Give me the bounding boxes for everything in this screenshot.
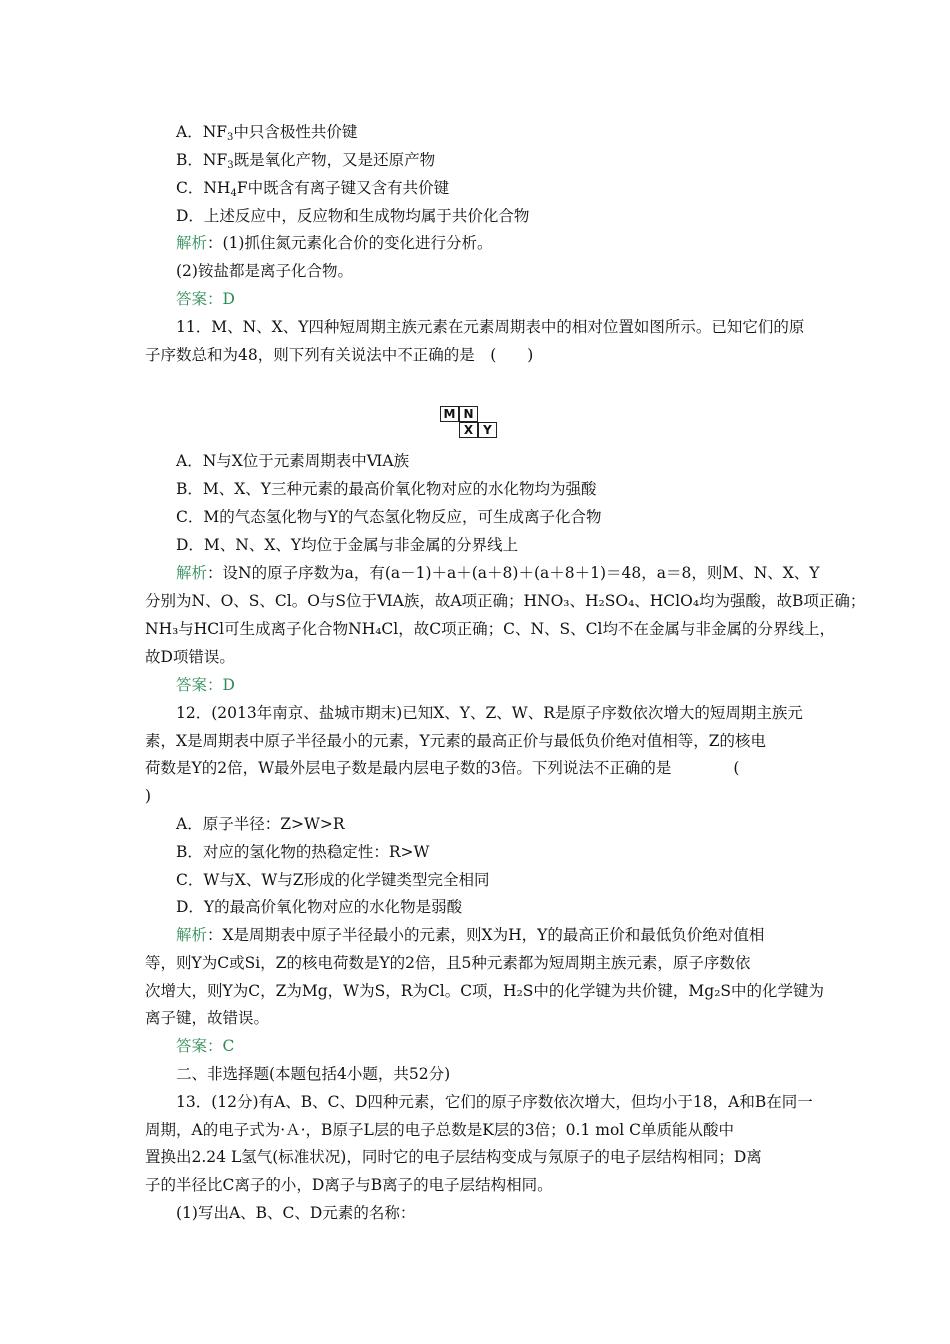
q11-answer: 答案：D	[176, 676, 235, 694]
q11-analysis-2: 分别为N、O、S、Cl。O与S位于ⅥA族，故A项正确；HNO₃、H₂SO₄、HClO₄均为强酸，故B项正确；	[145, 592, 866, 610]
section-heading: 二、非选择题(本题包括4小题，共52分)	[176, 1065, 451, 1083]
q13-sub-question-1: (1)写出A、B、C、D元素的名称：	[176, 1204, 416, 1222]
q11-stem-2: 子序数总和为48，则下列有关说法中不正确的是 ( )	[145, 346, 534, 364]
q12-option-d: D．Y的最高价氧化物对应的水化物是弱酸	[176, 898, 463, 916]
analysis-label: 解析	[176, 926, 208, 944]
q10-option-d: D．上述反应中，反应物和生成物均属于共价化合物	[176, 207, 530, 225]
q13-stem-2: 周期，A的电子式为·Ａ·，B原子L层的电子总数是K层的3倍；0.1 mol C单质能从酸中	[145, 1121, 735, 1139]
q11-option-d: D．M、N、X、Y均位于金属与非金属的分界线上	[176, 536, 519, 554]
q10-answer: 答案：D	[176, 290, 235, 308]
grid-cell-x: X	[459, 422, 478, 438]
q12-stem-3: 荷数是Y的2倍，W最外层电子数是最内层电子数的3倍。下列说法不正确的是 (	[145, 759, 740, 777]
q12-option-c: C．W与X、W与Z形成的化学键类型完全相同	[176, 871, 490, 889]
q10-option-a: A．$NF_3$中只含极性共价键	[176, 123, 358, 143]
q12-option-a: A．原子半径：Z>W>R	[176, 815, 345, 833]
q11-option-b: B．M、X、Y三种元素的最高价氧化物对应的水化物均为强酸	[176, 480, 597, 498]
q13-stem-3: 置换出2.24 L氢气(标准状况)，同时它的电子层结构变成与氖原子的电子层结构相同；D离	[145, 1148, 762, 1166]
periodic-position-figure	[440, 406, 518, 438]
q12-analysis-4: 离子键，故错误。	[145, 1009, 270, 1027]
grid-cell-m: M	[440, 406, 459, 422]
q12-option-b: B．对应的氢化物的热稳定性：R>W	[176, 843, 430, 861]
q11-option-c: C．M的气态氢化物与Y的气态氢化物反应，可生成离子化合物	[176, 508, 602, 526]
q12-answer: 答案：C	[176, 1037, 235, 1055]
q12-stem-4: )	[145, 787, 152, 805]
q10-option-b: B．$NF_3$既是氧化产物，又是还原产物	[176, 151, 436, 171]
q11-analysis-3: NH₃与HCl可生成离子化合物NH₄Cl，故C项正确；C、N、S、Cl均不在金属与非金属的分界线上，	[145, 620, 835, 638]
q10-analysis-2: (2)铵盐都是离子化合物。	[176, 262, 353, 280]
q12-stem-2: 素，X是周期表中原子半径最小的元素，Y元素的最高正价与最低负价绝对值相等，Z的核电	[145, 732, 767, 750]
grid-cell-n: N	[459, 406, 478, 422]
q11-stem-1: 11．M、N、X、Y四种短周期主族元素在元素周期表中的相对位置如图所示。已知它们的原	[176, 318, 805, 336]
analysis-label: 解析	[176, 564, 208, 582]
q12-analysis-1: 解析：X是周期表中原子半径最小的元素，则X为H，Y的最高正价和最低负价绝对值相	[176, 926, 765, 944]
q11-option-a: A．N与X位于元素周期表中ⅥA族	[176, 452, 410, 470]
q11-analysis-1: 解析：设N的原子序数为a，有(a－1)＋a＋(a＋8)＋(a＋8＋1)＝48，a＝8，则M、N、X、Y	[176, 564, 820, 582]
q10-option-c: C．$NH_4F$中既含有离子键又含有共价键	[176, 179, 450, 199]
q12-analysis-2: 等，则Y为C或Si，Z的核电荷数是Y的2倍，且5种元素都为短周期主族元素，原子序数依	[145, 954, 751, 972]
q12-analysis-3: 次增大，则Y为C，Z为Mg，W为S，R为Cl。C项，H₂S中的化学键为共价键，Mg₂S中的化学键为	[145, 982, 825, 1000]
q10-analysis-1: 解析：(1)抓住氮元素化合价的变化进行分析。	[176, 234, 493, 252]
q12-stem-1: 12．(2013年南京、盐城市期末)已知X、Y、Z、W、R是原子序数依次增大的短周期主族元	[176, 704, 803, 722]
q11-analysis-4: 故D项错误。	[145, 648, 235, 666]
grid-cell-y: Y	[478, 422, 497, 438]
analysis-label: 解析	[176, 234, 208, 252]
q13-stem-4: 子的半径比C离子的小，D离子与B离子的电子层结构相同。	[145, 1176, 553, 1194]
q13-stem-1: 13．(12分)有A、B、C、D四种元素，它们的原子序数依次增大，但均小于18，A和B在同一	[176, 1093, 813, 1111]
